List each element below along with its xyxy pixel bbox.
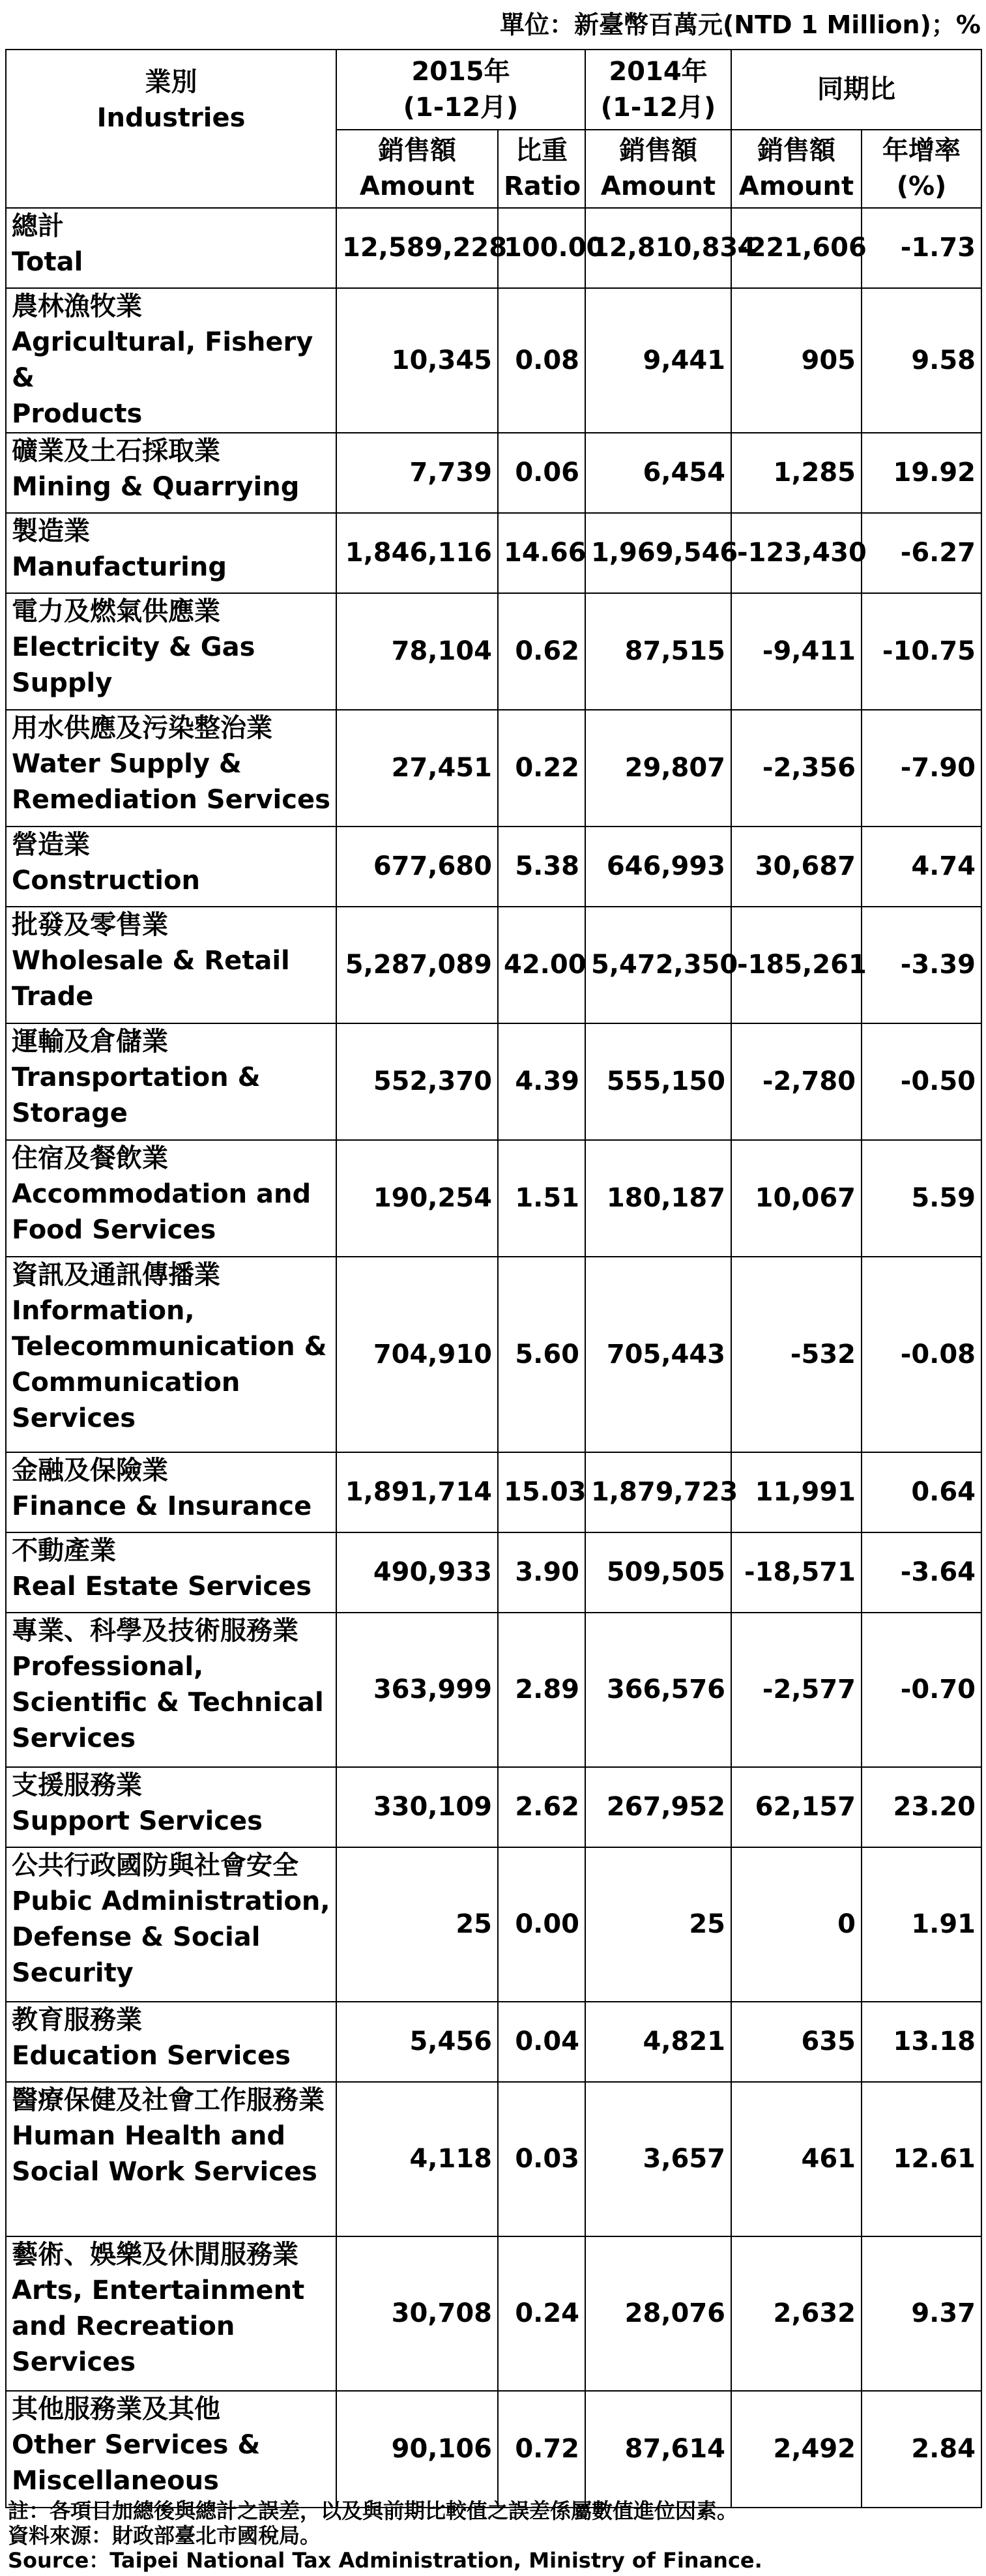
table-row — [6, 1532, 981, 1613]
industry-cell — [6, 1452, 336, 1532]
table-row — [6, 288, 981, 433]
header-industries-en: Industries — [96, 103, 246, 133]
amount-2015-cell: 27,451 — [336, 710, 498, 827]
industry-name-zh: 其他服務業及其他 — [12, 2394, 220, 2424]
header-ratio-en: Ratio — [504, 171, 581, 201]
industry-name-en: Services — [12, 2347, 136, 2377]
industry-name-en: Social Work Services — [12, 2157, 317, 2187]
amount-2015-cell: 330,109 — [336, 1767, 498, 1847]
header-yoy-label: 同期比 — [817, 74, 896, 104]
amount-2014-cell: 646,993 — [585, 827, 731, 907]
industry-name-en: Manufacturing — [12, 552, 227, 582]
industry-name-en: Arts, Entertainment — [12, 2276, 305, 2305]
industry-name-zh: 用水供應及污染整治業 — [12, 713, 272, 743]
footnote: 註：各項目加總後與總計之誤差，以及與前期比較值之誤差係屬數值進位因素。 — [8, 2498, 738, 2523]
amount-2014-cell: 87,614 — [585, 2391, 731, 2508]
amount-2014-cell: 509,505 — [585, 1532, 731, 1613]
table-row — [6, 1023, 981, 1140]
amount-2014-cell: 3,657 — [585, 2082, 731, 2236]
yoy-growth-cell: 4.74 — [862, 827, 981, 907]
header-amount-en: Amount — [359, 171, 475, 201]
industry-name-en: Trade — [12, 982, 94, 1012]
ratio-cell: 0.04 — [498, 2002, 585, 2082]
amount-2014-cell: 1,879,723 — [585, 1452, 731, 1532]
ratio-cell: 5.60 — [498, 1257, 585, 1452]
industry-name-zh: 運輸及倉儲業 — [12, 1027, 168, 1057]
ratio-cell: 5.38 — [498, 827, 585, 907]
amount-2015-cell: 5,456 — [336, 2002, 498, 2082]
table-row — [6, 2082, 981, 2236]
amount-2014-cell: 705,443 — [585, 1257, 731, 1452]
yoy-growth-cell: -1.73 — [862, 208, 981, 288]
ratio-cell: 0.00 — [498, 1847, 585, 2002]
amount-2014-cell: 12,810,834 — [585, 208, 731, 288]
yoy-growth-cell: 0.64 — [862, 1452, 981, 1532]
industry-name-zh: 批發及零售業 — [12, 910, 168, 940]
yoy-growth-cell: 13.18 — [862, 2002, 981, 2082]
industry-cell — [6, 1613, 336, 1767]
industry-name-en: Security — [12, 1958, 134, 1988]
industry-name-en: Services — [12, 1403, 136, 1433]
industry-cell — [6, 2002, 336, 2082]
header-industries-zh: 業別 — [145, 67, 197, 97]
industry-cell — [6, 2082, 336, 2236]
industry-cell — [6, 593, 336, 710]
ratio-cell: 0.24 — [498, 2236, 585, 2391]
table-row — [6, 433, 981, 513]
yoy-amount-cell: 2,492 — [731, 2391, 862, 2508]
industry-name-zh: 公共行政國防與社會安全 — [12, 1851, 298, 1881]
amount-2014-cell: 29,807 — [585, 710, 731, 827]
amount-2015-cell: 4,118 — [336, 2082, 498, 2236]
industry-name-en: Products — [12, 399, 143, 429]
header-2014-year: 2014年 — [609, 56, 708, 87]
yoy-amount-cell: 2,632 — [731, 2236, 862, 2391]
header-2015 — [336, 50, 585, 130]
industry-name-en: Total — [12, 247, 83, 277]
industry-name-en: Communication — [12, 1368, 240, 1398]
header-2014-amount — [585, 130, 731, 208]
industry-name-en: Water Supply & — [12, 749, 242, 779]
amount-2015-cell: 5,287,089 — [336, 907, 498, 1023]
industry-name-zh: 營造業 — [12, 830, 90, 860]
industry-name-en: Mining & Quarrying — [12, 472, 300, 502]
industry-cell — [6, 1532, 336, 1613]
industry-cell — [6, 1847, 336, 2002]
yoy-amount-cell: -2,356 — [731, 710, 862, 827]
ratio-cell: 0.03 — [498, 2082, 585, 2236]
amount-2015-cell: 10,345 — [336, 288, 498, 433]
table-row — [6, 1767, 981, 1847]
table-row — [6, 827, 981, 907]
ratio-cell: 0.62 — [498, 593, 585, 710]
table-row — [6, 1257, 981, 1452]
industry-name-en: Finance & Insurance — [12, 1491, 312, 1521]
yoy-amount-cell: -185,261 — [731, 907, 862, 1023]
table-row — [6, 593, 981, 710]
ratio-cell: 0.08 — [498, 288, 585, 433]
industry-name-en: Human Health and — [12, 2121, 285, 2151]
yoy-amount-cell: 635 — [731, 2002, 862, 2082]
ratio-cell: 15.03 — [498, 1452, 585, 1532]
amount-2014-cell: 366,576 — [585, 1613, 731, 1767]
industry-cell — [6, 208, 336, 288]
industry-name-en: Education Services — [12, 2041, 291, 2071]
industry-name-en: Accommodation and — [12, 1179, 312, 1209]
header-industries — [6, 50, 336, 208]
amount-2015-cell: 677,680 — [336, 827, 498, 907]
yoy-growth-cell: 9.37 — [862, 2236, 981, 2391]
yoy-amount-cell: 1,285 — [731, 433, 862, 513]
yoy-growth-cell: -3.39 — [862, 907, 981, 1023]
yoy-growth-cell: 5.59 — [862, 1140, 981, 1257]
industry-name-en: and Recreation — [12, 2311, 235, 2341]
yoy-growth-cell: -3.64 — [862, 1532, 981, 1613]
table-row — [6, 1847, 981, 2002]
industry-name-zh: 專業、科學及技術服務業 — [12, 1616, 298, 1646]
ratio-cell: 0.22 — [498, 710, 585, 827]
table-row — [6, 1140, 981, 1257]
industry-name-zh: 電力及燃氣供應業 — [12, 596, 220, 626]
industry-name-en: Pubic Administration, — [12, 1886, 330, 1916]
table-row — [6, 513, 981, 593]
yoy-growth-cell: 1.91 — [862, 1847, 981, 2002]
industry-name-en: Agricultural, Fishery & — [12, 327, 313, 393]
industry-name-en: Construction — [12, 866, 200, 896]
industry-cell — [6, 2391, 336, 2508]
industry-name-zh: 藝術、娛樂及休閒服務業 — [12, 2240, 298, 2270]
industry-name-en: Other Services & — [12, 2430, 261, 2460]
industry-cell — [6, 1767, 336, 1847]
amount-2014-cell: 267,952 — [585, 1767, 731, 1847]
amount-2014-cell: 1,969,546 — [585, 513, 731, 593]
industry-name-en: Defense & Social — [12, 1922, 261, 1952]
ratio-cell: 42.00 — [498, 907, 585, 1023]
header-yoy-amount — [731, 130, 862, 208]
amount-2015-cell: 7,739 — [336, 433, 498, 513]
industry-name-zh: 製造業 — [12, 516, 90, 546]
ratio-cell: 1.51 — [498, 1140, 585, 1257]
yoy-growth-cell: 12.61 — [862, 2082, 981, 2236]
amount-2015-cell: 30,708 — [336, 2236, 498, 2391]
amount-2015-cell: 704,910 — [336, 1257, 498, 1452]
industry-name-en: Support Services — [12, 1806, 263, 1836]
ratio-cell: 2.62 — [498, 1767, 585, 1847]
industry-cell — [6, 1140, 336, 1257]
unit-label: 單位：新臺幣百萬元(NTD 1 Million)；% — [499, 10, 981, 39]
amount-2014-cell: 25 — [585, 1847, 731, 2002]
amount-2015-cell: 552,370 — [336, 1023, 498, 1140]
industry-cell — [6, 2236, 336, 2391]
amount-2014-cell: 180,187 — [585, 1140, 731, 1257]
yoy-growth-cell: 23.20 — [862, 1767, 981, 1847]
industry-name-en: Storage — [12, 1098, 128, 1128]
header-yoy-growth — [862, 130, 981, 208]
amount-2014-cell: 555,150 — [585, 1023, 731, 1140]
amount-2015-cell: 1,891,714 — [336, 1452, 498, 1532]
industry-name-en: Services — [12, 1723, 136, 1753]
yoy-amount-cell: -532 — [731, 1257, 862, 1452]
header-yoy — [731, 50, 981, 130]
yoy-amount-cell: -221,606 — [731, 208, 862, 288]
amount-2014-cell: 28,076 — [585, 2236, 731, 2391]
header-2015-period: (1-12月) — [403, 92, 519, 123]
industry-name-zh: 金融及保險業 — [12, 1456, 168, 1486]
yoy-amount-cell: 30,687 — [731, 827, 862, 907]
industry-cell — [6, 1257, 336, 1452]
yoy-growth-cell: -0.70 — [862, 1613, 981, 1767]
amount-2015-cell: 1,846,116 — [336, 513, 498, 593]
header-sales-zh: 銷售額 — [619, 136, 698, 166]
amount-2015-cell: 190,254 — [336, 1140, 498, 1257]
industry-name-zh: 醫療保健及社會工作服務業 — [12, 2085, 325, 2115]
table-body — [6, 208, 981, 2508]
industry-cell — [6, 827, 336, 907]
table-row — [6, 1613, 981, 1767]
table-row — [6, 1452, 981, 1532]
yoy-growth-cell: 9.58 — [862, 288, 981, 433]
industry-name-en: Professional, — [12, 1652, 204, 1682]
header-growth-en: (%) — [896, 171, 947, 201]
ratio-cell: 4.39 — [498, 1023, 585, 1140]
yoy-amount-cell: 10,067 — [731, 1140, 862, 1257]
industry-cell — [6, 907, 336, 1023]
industry-name-zh: 支援服務業 — [12, 1770, 142, 1800]
header-2015-amount — [336, 130, 498, 208]
yoy-amount-cell: -2,780 — [731, 1023, 862, 1140]
header-amount-en: Amount — [738, 171, 854, 201]
industry-name-en: Transportation & — [12, 1062, 261, 1092]
header-2015-year: 2015年 — [411, 56, 510, 87]
industry-name-zh: 教育服務業 — [12, 2005, 142, 2035]
header-2015-ratio — [498, 130, 585, 208]
yoy-growth-cell: -7.90 — [862, 710, 981, 827]
header-amount-en: Amount — [600, 171, 716, 201]
industry-name-en: Wholesale & Retail — [12, 946, 290, 976]
yoy-amount-cell: -18,571 — [731, 1532, 862, 1613]
yoy-growth-cell: -0.08 — [862, 1257, 981, 1452]
ratio-cell: 3.90 — [498, 1532, 585, 1613]
industry-name-en: Supply — [12, 668, 113, 698]
header-ratio-zh: 比重 — [515, 136, 568, 166]
table-row — [6, 710, 981, 827]
industry-name-zh: 總計 — [12, 211, 64, 241]
industry-name-en: Real Estate Services — [12, 1572, 312, 1602]
yoy-amount-cell: 905 — [731, 288, 862, 433]
sales-table — [5, 49, 982, 2508]
industry-name-en: Electricity & Gas — [12, 632, 255, 662]
header-sales-zh: 銷售額 — [757, 136, 836, 166]
yoy-growth-cell: -10.75 — [862, 593, 981, 710]
industry-cell — [6, 710, 336, 827]
table-header — [6, 50, 981, 208]
industry-cell — [6, 288, 336, 433]
table-row — [6, 2391, 981, 2508]
ratio-cell: 14.66 — [498, 513, 585, 593]
ratio-cell: 100.00 — [498, 208, 585, 288]
amount-2015-cell: 490,933 — [336, 1532, 498, 1613]
amount-2015-cell: 78,104 — [336, 593, 498, 710]
yoy-amount-cell: -2,577 — [731, 1613, 862, 1767]
industry-name-zh: 農林漁牧業 — [12, 291, 142, 321]
amount-2015-cell: 363,999 — [336, 1613, 498, 1767]
yoy-growth-cell: -6.27 — [862, 513, 981, 593]
header-2014 — [585, 50, 731, 130]
industry-name-en: Miscellaneous — [12, 2466, 219, 2496]
industry-name-zh: 不動產業 — [12, 1536, 116, 1566]
industry-cell — [6, 1023, 336, 1140]
ratio-cell: 2.89 — [498, 1613, 585, 1767]
amount-2014-cell: 87,515 — [585, 593, 731, 710]
ratio-cell: 0.06 — [498, 433, 585, 513]
amount-2014-cell: 6,454 — [585, 433, 731, 513]
table-row — [6, 2002, 981, 2082]
industry-name-en: Information, — [12, 1296, 195, 1326]
yoy-amount-cell: 0 — [731, 1847, 862, 2002]
industry-cell — [6, 513, 336, 593]
industry-name-en: Telecommunication & — [12, 1332, 327, 1362]
amount-2014-cell: 5,472,350 — [585, 907, 731, 1023]
header-sales-zh: 銷售額 — [378, 136, 456, 166]
industry-name-zh: 資訊及通訊傳播業 — [12, 1260, 220, 1290]
table-row — [6, 907, 981, 1023]
amount-2014-cell: 4,821 — [585, 2002, 731, 2082]
amount-2015-cell: 90,106 — [336, 2391, 498, 2508]
industry-name-en: Scientific & Technical — [12, 1688, 324, 1718]
amount-2014-cell: 9,441 — [585, 288, 731, 433]
header-2014-period: (1-12月) — [600, 92, 716, 123]
yoy-amount-cell: -123,430 — [731, 513, 862, 593]
industry-name-zh: 住宿及餐飲業 — [12, 1143, 168, 1173]
industry-cell — [6, 433, 336, 513]
yoy-growth-cell: -0.50 — [862, 1023, 981, 1140]
table-row — [6, 2236, 981, 2391]
yoy-amount-cell: -9,411 — [731, 593, 862, 710]
yoy-amount-cell: 11,991 — [731, 1452, 862, 1532]
source-en: Source：Taipei National Tax Administration, Ministry of Finance. — [8, 2548, 762, 2573]
source-zh: 資料來源：財政部臺北市國稅局。 — [8, 2523, 321, 2548]
amount-2015-cell: 25 — [336, 1847, 498, 2002]
industry-name-en: Remediation Services — [12, 785, 330, 815]
industry-name-en: Food Services — [12, 1215, 216, 1245]
yoy-growth-cell: 19.92 — [862, 433, 981, 513]
yoy-amount-cell: 461 — [731, 2082, 862, 2236]
header-growth-zh: 年增率 — [882, 136, 961, 166]
industry-name-zh: 礦業及土石採取業 — [12, 436, 220, 466]
amount-2015-cell: 12,589,228 — [336, 208, 498, 288]
ratio-cell: 0.72 — [498, 2391, 585, 2508]
yoy-amount-cell: 62,157 — [731, 1767, 862, 1847]
yoy-growth-cell: 2.84 — [862, 2391, 981, 2508]
table-row — [6, 208, 981, 288]
